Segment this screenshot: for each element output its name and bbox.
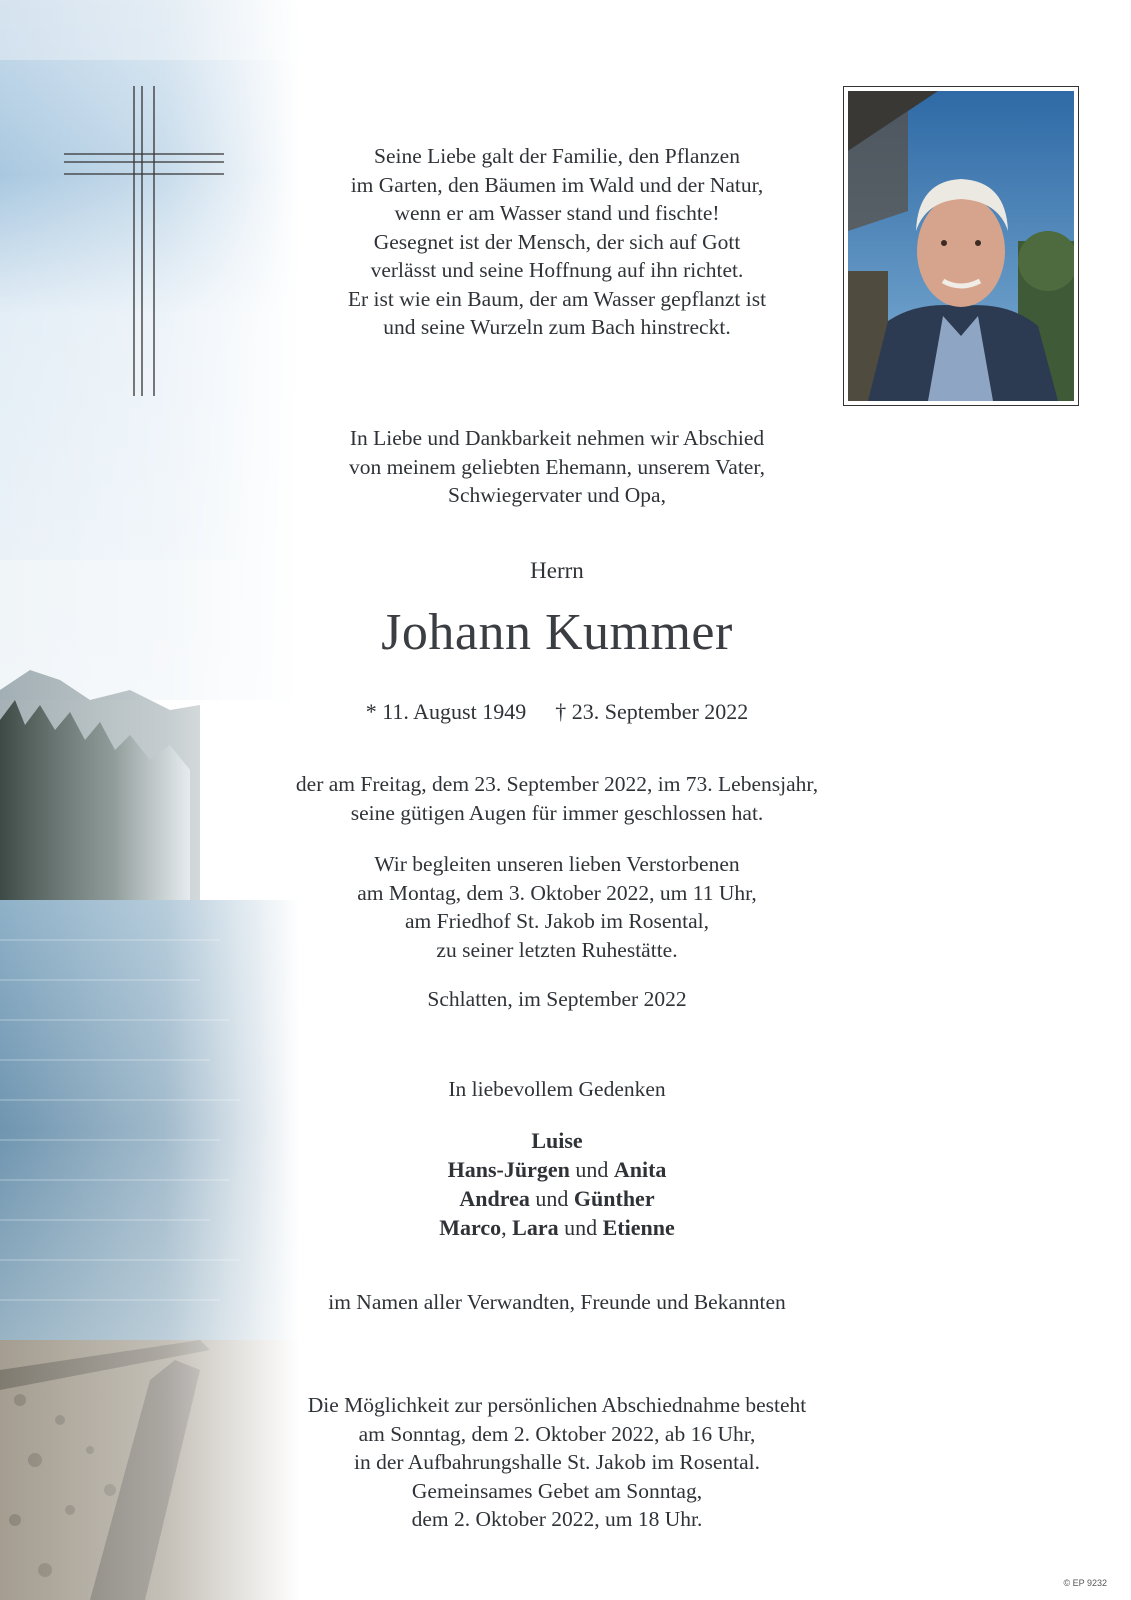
separator: , xyxy=(501,1215,513,1240)
relatives-text: im Namen aller Verwandten, Freunde und Bekannten xyxy=(328,1290,786,1314)
conjunction: und xyxy=(575,1157,609,1182)
death-line: seine gütigen Augen für immer geschlossen hat. xyxy=(350,800,764,825)
verse-text xyxy=(230,142,884,342)
family-member: Hans-Jürgen xyxy=(447,1157,570,1182)
place-date: Schlatten, im September 2022 xyxy=(427,987,687,1011)
viewing-line: Gemeinsames Gebet am Sonntag, xyxy=(411,1478,703,1503)
conjunction: und xyxy=(535,1186,569,1211)
verse-line: Gesegnet ist der Mensch, der sich auf Gott xyxy=(373,229,741,254)
farewell-text xyxy=(230,424,884,510)
life-dates xyxy=(230,698,884,727)
death-line: der am Freitag, dem 23. September 2022, im 73. Lebensjahr, xyxy=(295,772,819,796)
verse-line: wenn er am Wasser stand und fischte! xyxy=(394,201,720,225)
family-list xyxy=(230,1126,884,1242)
family-line xyxy=(230,1213,884,1242)
funeral-line: zu seiner letzten Ruhestätte. xyxy=(436,937,678,962)
funeral-text xyxy=(230,850,884,964)
viewing-line: in der Aufbahrungshalle St. Jakob im Rosental. xyxy=(353,1450,761,1474)
farewell-line: Schwiegervater und Opa, xyxy=(448,483,666,507)
conjunction: und xyxy=(564,1215,598,1240)
copyright-label: © EP 9232 xyxy=(1063,1578,1107,1588)
funeral-line: Wir begleiten unseren lieben Verstorbenen xyxy=(374,852,740,876)
funeral-line: am Montag, dem 3. Oktober 2022, um 11 Uhr, xyxy=(357,880,757,905)
funeral-line: am Friedhof St. Jakob im Rosental, xyxy=(405,909,709,933)
family-member: Marco xyxy=(439,1215,502,1240)
verse-line: verlässt und seine Hoffnung auf ihn richtet. xyxy=(370,258,744,282)
farewell-line: In Liebe und Dankbarkeit nehmen wir Abschied xyxy=(349,426,765,450)
farewell-line: von meinem geliebten Ehemann, unserem Vater, xyxy=(348,454,766,479)
birth-date: * 11. August 1949 xyxy=(365,699,527,724)
family-line xyxy=(230,1155,884,1184)
salutation: Herrn xyxy=(530,558,584,583)
family-member: Etienne xyxy=(602,1215,675,1240)
verse-line: und seine Wurzeln zum Bach hinstreckt. xyxy=(383,315,731,339)
family-member: Luise xyxy=(531,1128,583,1153)
viewing-line: am Sonntag, dem 2. Oktober 2022, ab 16 Uhr, xyxy=(358,1421,756,1446)
memory-text: In liebevollem Gedenken xyxy=(448,1077,666,1101)
verse-line: im Garten, den Bäumen im Wald und der Natur, xyxy=(350,172,764,197)
family-line xyxy=(230,1126,884,1155)
viewing-text xyxy=(230,1391,884,1534)
verse-line: Er ist wie ein Baum, der am Wasser gepflanzt ist xyxy=(347,286,767,311)
deceased-name: Johann Kummer xyxy=(381,604,733,661)
family-member: Lara xyxy=(512,1215,559,1240)
family-line xyxy=(230,1184,884,1213)
family-member: Andrea xyxy=(459,1186,530,1211)
cross-icon xyxy=(64,86,224,396)
viewing-line: dem 2. Oktober 2022, um 18 Uhr. xyxy=(411,1507,703,1531)
death-text xyxy=(230,770,884,827)
family-member: Günther xyxy=(573,1186,655,1211)
viewing-line: Die Möglichkeit zur persönlichen Abschiednahme besteht xyxy=(307,1393,807,1417)
death-date: † 23. September 2022 xyxy=(555,699,749,724)
verse-line: Seine Liebe galt der Familie, den Pflanzen xyxy=(374,144,740,168)
family-member: Anita xyxy=(613,1157,667,1182)
